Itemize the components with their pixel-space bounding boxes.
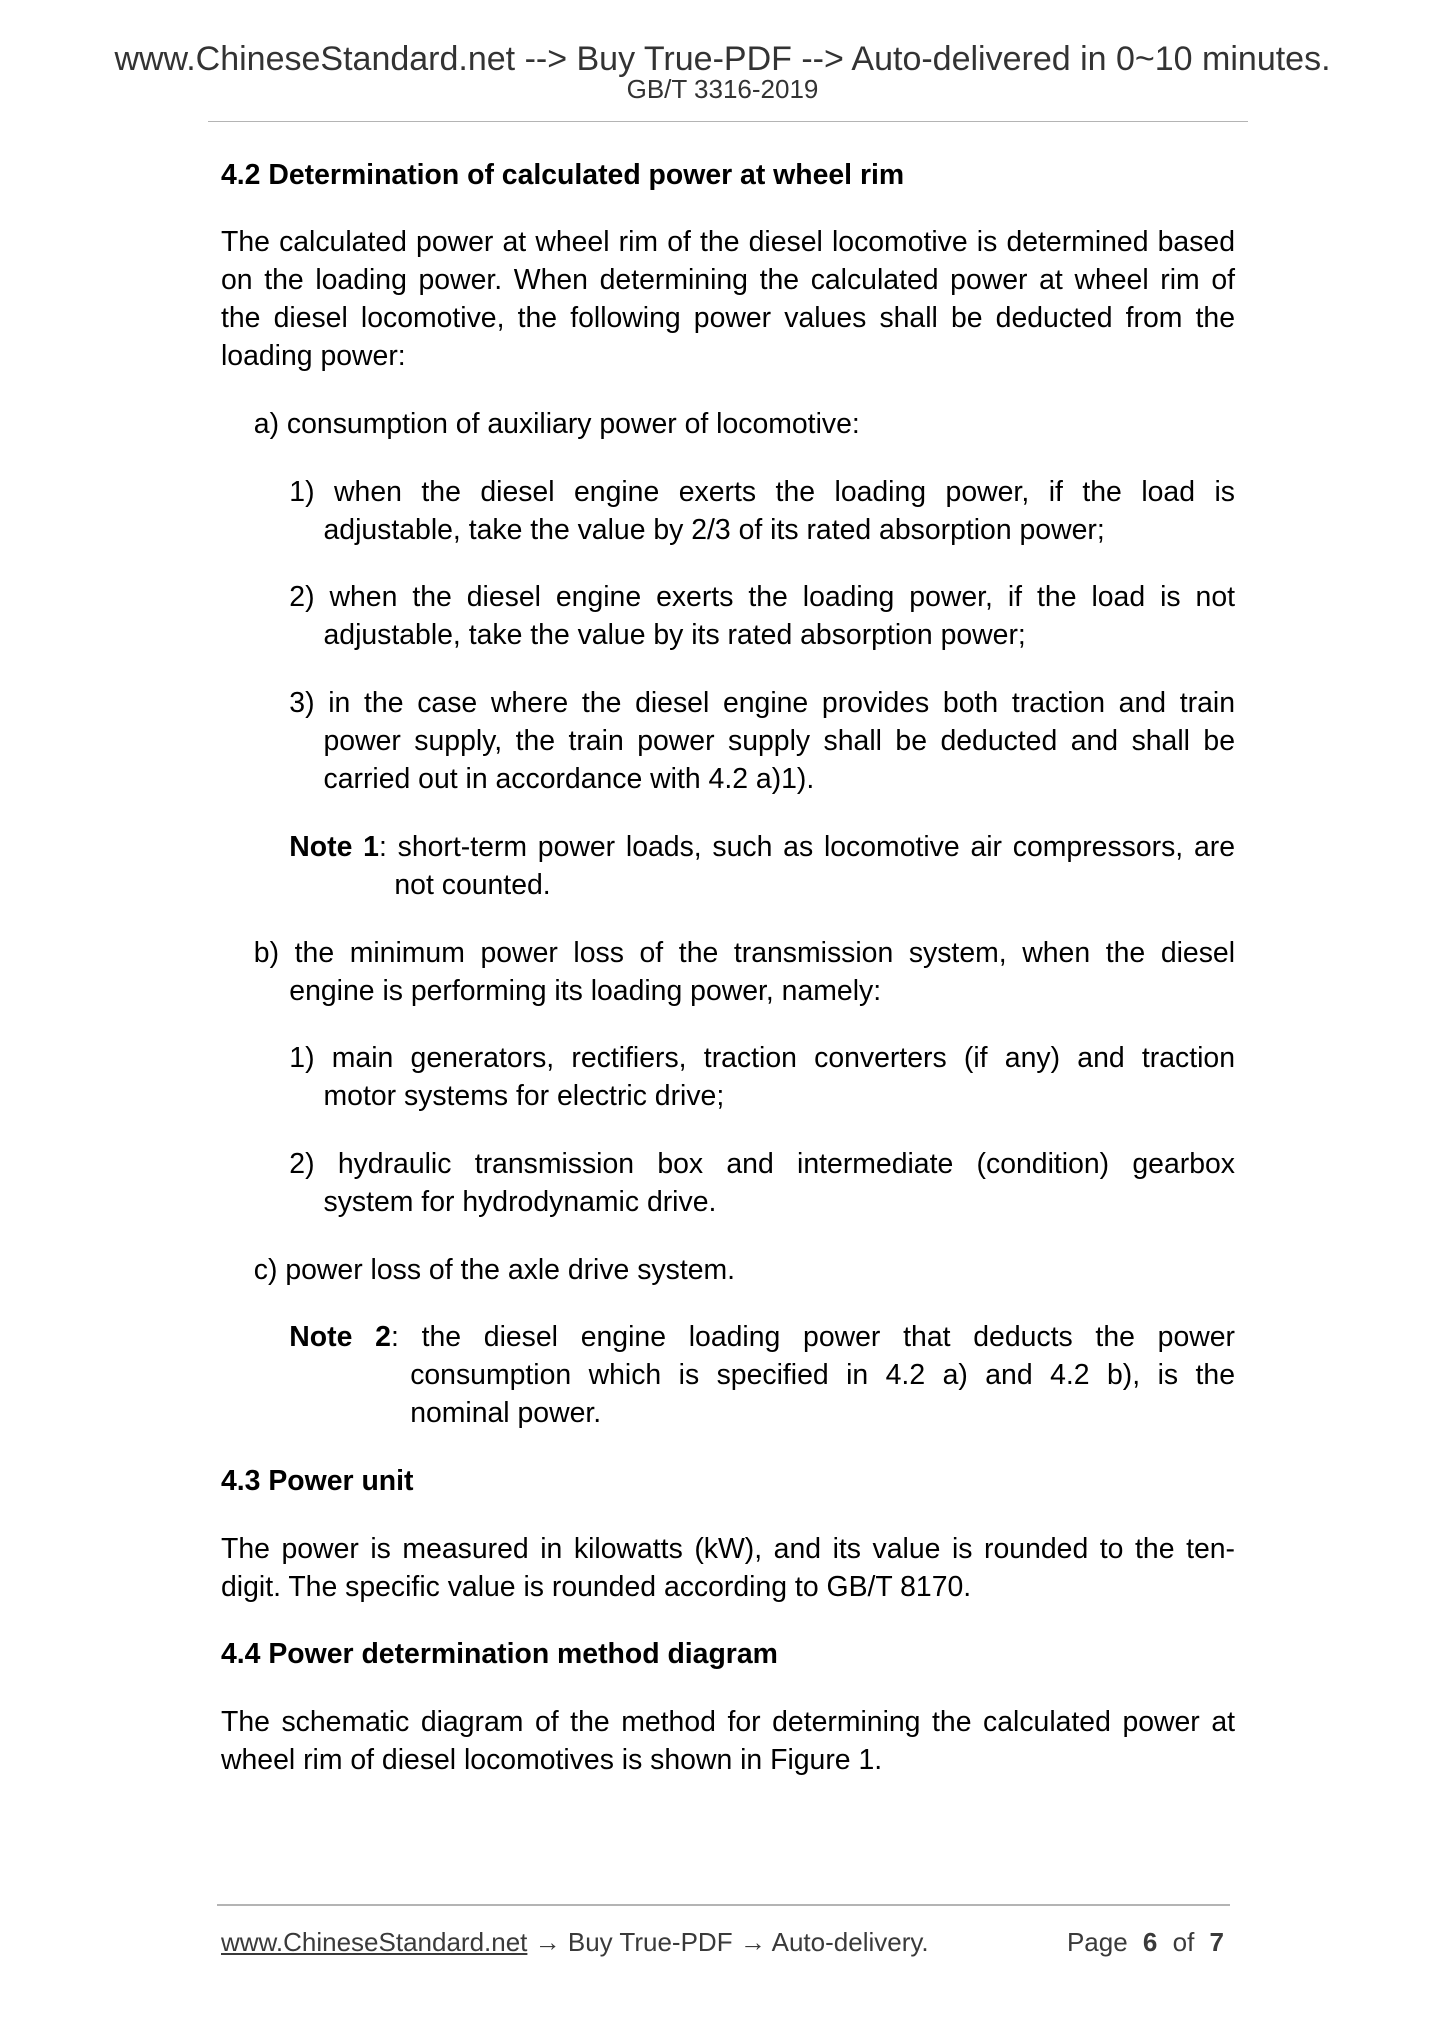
- list-item-a-2: [221, 578, 1235, 654]
- arrow-right-icon: →: [739, 1927, 766, 1957]
- note-1: [221, 828, 1235, 904]
- footer-promo: [221, 1924, 929, 1960]
- paragraph-line: The schematic diagram of the method for determining the calculated power at: [221, 1705, 1235, 1738]
- section-4-4-paragraph: [221, 1703, 1235, 1779]
- list-item-line: 3) in the case where the diesel engine provides both traction and train: [289, 687, 1235, 720]
- list-item-line: a) consumption of auxiliary power of locomotive:: [253, 408, 860, 441]
- list-item-a-3: [221, 684, 1235, 798]
- list-item-line: engine is performing its loading power, namely:: [289, 974, 882, 1007]
- paragraph-line: the diesel locomotive, the following power values shall be deducted from the: [221, 302, 1235, 335]
- list-item-b: [221, 934, 1235, 1010]
- note-line: [221, 1318, 1235, 1356]
- paragraph-line: loading power:: [221, 340, 406, 373]
- list-item-a-1: [221, 473, 1235, 549]
- list-item-c: [221, 1251, 1235, 1289]
- section-heading-4-2: 4.2 Determination of calculated power at wheel rim: [221, 158, 905, 191]
- list-item-line: 1) when the diesel engine exerts the loading power, if the load is: [289, 475, 1235, 508]
- section-heading-4-3: 4.3 Power unit: [221, 1464, 414, 1497]
- list-item-line: system for hydrodynamic drive.: [323, 1185, 717, 1218]
- paragraph-line: wheel rim of diesel locomotives is shown in Figure 1.: [221, 1743, 883, 1776]
- header-banner: www.ChineseStandard.net --> Buy True-PDF --> Auto-delivered in 0~10 minutes.: [114, 40, 1331, 78]
- list-item-line: carried out in accordance with 4.2 a)1).: [323, 763, 815, 796]
- section-4-3-heading-block: [221, 1462, 1235, 1500]
- list-item-line: 2) when the diesel engine exerts the loading power, if the load is not: [289, 581, 1235, 614]
- section-heading-4-4: 4.4 Power determination method diagram: [221, 1638, 778, 1671]
- paragraph-line: on the loading power. When determining the calculated power at wheel rim of: [221, 264, 1235, 297]
- paragraph-line: digit. The specific value is rounded according to GB/T 8170.: [221, 1570, 972, 1603]
- page-current: 6: [1142, 1927, 1158, 1957]
- note-line: nominal power.: [410, 1397, 602, 1430]
- footer-site-link[interactable]: www.ChineseStandard.net: [221, 1927, 528, 1957]
- page-total: 7: [1209, 1927, 1224, 1957]
- page-footer: [221, 1924, 1224, 1960]
- note-line: [221, 828, 1235, 866]
- footer-buy-text: Buy True-PDF: [567, 1927, 733, 1957]
- list-item-line: power supply, the train power supply shall be deducted and shall be: [323, 725, 1235, 758]
- page-label: Page: [1066, 1927, 1128, 1957]
- footer-delivery-text: Auto-delivery.: [771, 1927, 929, 1957]
- document-code: GB/T 3316-2019: [626, 74, 819, 104]
- note-2-label: Note 2: [289, 1321, 391, 1354]
- list-item-line: b) the minimum power loss of the transmission system, when the diesel: [253, 936, 1235, 969]
- list-item-line: adjustable, take the value by 2/3 of its rated absorption power;: [323, 513, 1105, 546]
- list-item-line: 2) hydraulic transmission box and intermediate (condition) gearbox: [289, 1147, 1235, 1180]
- note-1-label: Note 1: [289, 830, 379, 863]
- page-body: [221, 156, 1235, 1779]
- note-2-text: : the diesel engine loading power that deducts the power: [390, 1321, 1235, 1354]
- arrow-right-icon: →: [534, 1927, 561, 1957]
- list-item-a: [221, 405, 1235, 443]
- list-item-b-1: [221, 1039, 1235, 1115]
- list-item-b-2: [221, 1145, 1235, 1221]
- list-item-line: c) power loss of the axle drive system.: [253, 1253, 736, 1286]
- note-line: consumption which is specified in 4.2 a) and 4.2 b), is the: [410, 1359, 1235, 1392]
- page-number: [1067, 1924, 1224, 1960]
- page-of-label: of: [1172, 1927, 1195, 1957]
- list-item-line: adjustable, take the value by its rated absorption power;: [323, 619, 1026, 652]
- paragraph-line: The power is measured in kilowatts (kW), and its value is rounded to the ten-: [221, 1532, 1235, 1565]
- intro-paragraph: [221, 223, 1235, 375]
- note-2: [221, 1318, 1235, 1432]
- section-4-4-heading-block: [221, 1635, 1235, 1673]
- paragraph-line: The calculated power at wheel rim of the diesel locomotive is determined based: [221, 226, 1235, 259]
- section-4-3-paragraph: [221, 1530, 1235, 1606]
- list-item-line: motor systems for electric drive;: [323, 1080, 725, 1113]
- note-1-text: : short-term power loads, such as locomotive air compressors, are: [378, 830, 1235, 863]
- footer-rule: [217, 1904, 1230, 1906]
- header-rule: [208, 121, 1248, 122]
- section-4-2-heading-block: [221, 156, 1235, 194]
- list-item-line: 1) main generators, rectifiers, traction converters (if any) and traction: [289, 1042, 1235, 1075]
- note-line: not counted.: [394, 868, 551, 901]
